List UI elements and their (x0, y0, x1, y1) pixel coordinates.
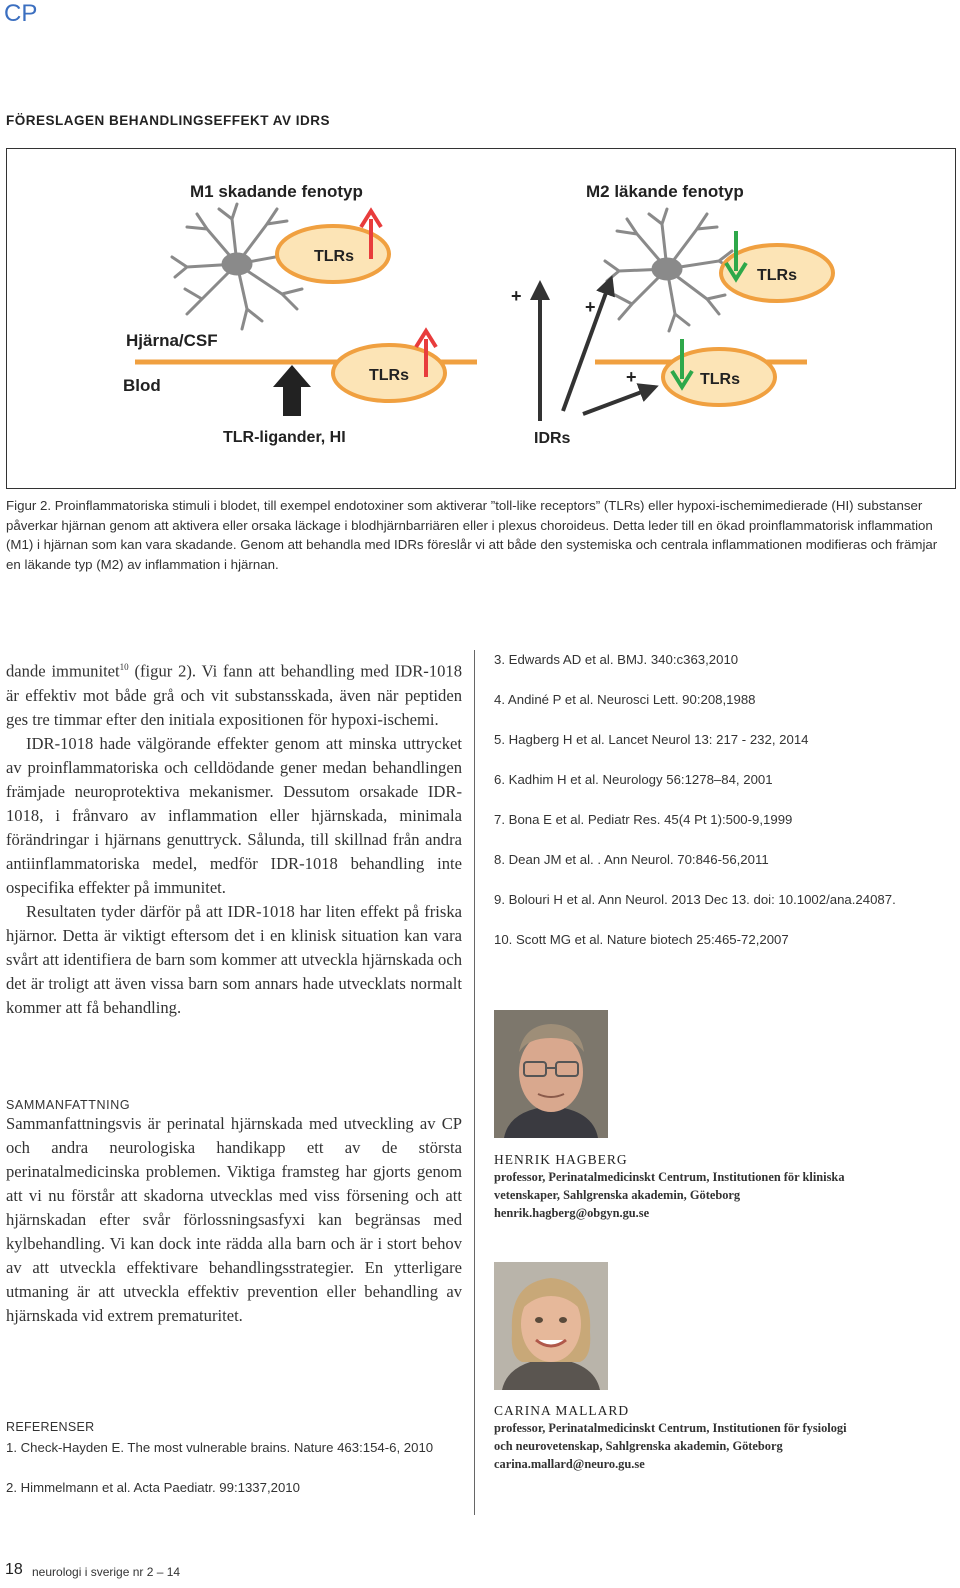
figure-box (6, 148, 956, 489)
ligands-label: TLR-ligander, HI (223, 429, 346, 446)
reference-item: 2. Himmelmann et al. Acta Paediatr. 99:1337,2010 (6, 1480, 300, 1495)
author-affiliation (494, 1419, 934, 1473)
author-photo-hagberg (494, 1010, 608, 1138)
plus-sign: + (626, 367, 637, 387)
reference-item: 1. Check-Hayden E. The most vulnerable brains. Nature 463:154-6, 2010 (6, 1440, 434, 1455)
m1-label: M1 skadande fenotyp (190, 182, 363, 201)
body-paragraph: Resultaten tyder därför på att IDR-1018 har liten effekt på friska hjärnor. Detta är viktigt eftersom det i en klinisk situation kan vara svårt att identifiera de barn som kommer att utveckla hjärnskada och det är troligt att även vissa barn som annars hade utvecklats normalt kommer att få behandling. (6, 901, 462, 1017)
brain-label: Hjärna/CSF (126, 331, 218, 350)
author-name: CARINA MALLARD (494, 1403, 630, 1418)
affiliation-line: professor, Perinatalmedicinskt Centrum, Institutionen för kliniska (494, 1170, 845, 1184)
reference-item: 8. Dean JM et al. . Ann Neurol. 70:846-56,2011 (494, 852, 769, 867)
tlrs-label-blood-right: TLRs (700, 371, 740, 388)
tlrs-label-m1: TLRs (314, 248, 354, 265)
author-email: henrik.hagberg@obgyn.gu.se (494, 1206, 650, 1220)
microglia-m2-icon (605, 209, 732, 331)
body-p1-rest: (figur 2). Vi fann att behandling med IDR-1018 är effektiv mot både grå och vit substansskada, även när peptiden ges tre timmar efter den initiala expositionen för hypoxi-ischemi. (6, 661, 463, 729)
tlrs-label-blood-left: TLRs (369, 367, 409, 384)
body-p1-start: dande immunitet (6, 661, 120, 681)
author-affiliation (494, 1168, 934, 1222)
reference-item: 10. Scott MG et al. Nature biotech 25:465-72,2007 (494, 932, 789, 947)
idrs-label: IDRs (534, 430, 571, 447)
reference-item: 4. Andiné P et al. Neurosci Lett. 90:208,1988 (494, 692, 756, 707)
author-name: HENRIK HAGBERG (494, 1152, 628, 1167)
plus-sign: + (511, 286, 522, 306)
footnote-ref: 10 (119, 662, 129, 672)
ligand-arrow-icon (273, 365, 311, 416)
journal-footer: neurologi i sverige nr 2 – 14 (32, 1565, 181, 1579)
affiliation-line: och neurovetenskap, Sahlgrenska akademin, Göteborg (494, 1439, 783, 1453)
figure-diagram (7, 149, 954, 487)
body-text (6, 655, 462, 1020)
blood-label: Blod (123, 376, 161, 395)
page-number: 18 (5, 1561, 23, 1578)
summary-heading: SAMMANFATTNING (6, 1098, 131, 1112)
summary-paragraph: Sammanfattningsvis är perinatal hjärnskada med utveckling av CP och andra neurologiska handikapp ett av de största perinatalmedicinska problemen. Viktiga framsteg har gjorts genom att vi nu förstår att skadorna utvecklas med viss försening och att hjärnskadan efter svår förlossningsasfyxi kan begränsas med kylbehandling. Vi kan dock inte rädda alla barn och är i stort behov av att utveckla effektivare behandlingsstrategier. En ytterligare utmaning är att utveckla effektiv prevention eller behandling av hjärnskada vid extrem prematuritet. (6, 1114, 462, 1325)
figure-caption: Figur 2. Proinflammatoriska stimuli i blodet, till exempel endotoxiner som aktiverar ”toll-like receptors” (TLRs) eller hypoxi-ischemimedierade (HI) substanser påverkar hjärnan genom att aktivera eller orsaka läckage i blodhjärnbarriären eller i plexus choroideus. Detta leder till en ökad proinflammatorisk inflammation (M1) i hjärnan som kan vara skadande. Genom att behandla med IDRs föreslår vi att både den systemiska och centrala inflammationen modifieras och främjar en läkande typ (M2) av inflammation i hjärnan. (6, 498, 938, 572)
author-photo-mallard (494, 1262, 608, 1390)
author-email: carina.mallard@neuro.gu.se (494, 1457, 645, 1471)
references-right (494, 650, 944, 970)
tlrs-label-m2: TLRs (757, 267, 797, 284)
reference-item: 9. Bolouri H et al. Ann Neurol. 2013 Dec 13. doi: 10.1002/ana.24087. (494, 892, 896, 907)
m2-label: M2 läkande fenotyp (586, 182, 744, 201)
body-paragraph: IDR-1018 hade välgörande effekter genom att minska uttrycket av proinflammatoriska och celldödande gener medan behandlingen främjade neuroprotektiva mekanismer. Dessutom orsakade IDR-1018, i frånvaro av inflammation eller hjärnskada, minimala förändringar i hjärnans genuttryck. Sålunda, till skillnad från andra antiinflammatoriska medel, medför IDR-1018 behandling inte ospecifika effekter på immunitet. (6, 733, 462, 897)
affiliation-line: vetenskaper, Sahlgrenska akademin, Göteborg (494, 1188, 741, 1202)
reference-item: 7. Bona E et al. Pediatr Res. 45(4 Pt 1):500-9,1999 (494, 812, 793, 827)
references-heading: REFERENSER (6, 1420, 95, 1434)
section-tag: CP (4, 0, 38, 27)
affiliation-line: professor, Perinatalmedicinskt Centrum, Institutionen för fysiologi (494, 1421, 847, 1435)
plus-sign: + (585, 297, 596, 317)
reference-item: 3. Edwards AD et al. BMJ. 340:c363,2010 (494, 652, 739, 667)
idrs-arrow-right (583, 387, 655, 414)
column-divider (474, 650, 475, 1515)
figure-heading: FÖRESLAGEN BEHANDLINGSEFFEKT AV IDRS (6, 113, 331, 128)
reference-item: 5. Hagberg H et al. Lancet Neurol 13: 217 - 232, 2014 (494, 732, 809, 747)
reference-item: 6. Kadhim H et al. Neurology 56:1278–84, 2001 (494, 772, 773, 787)
summary-text (6, 1112, 462, 1328)
